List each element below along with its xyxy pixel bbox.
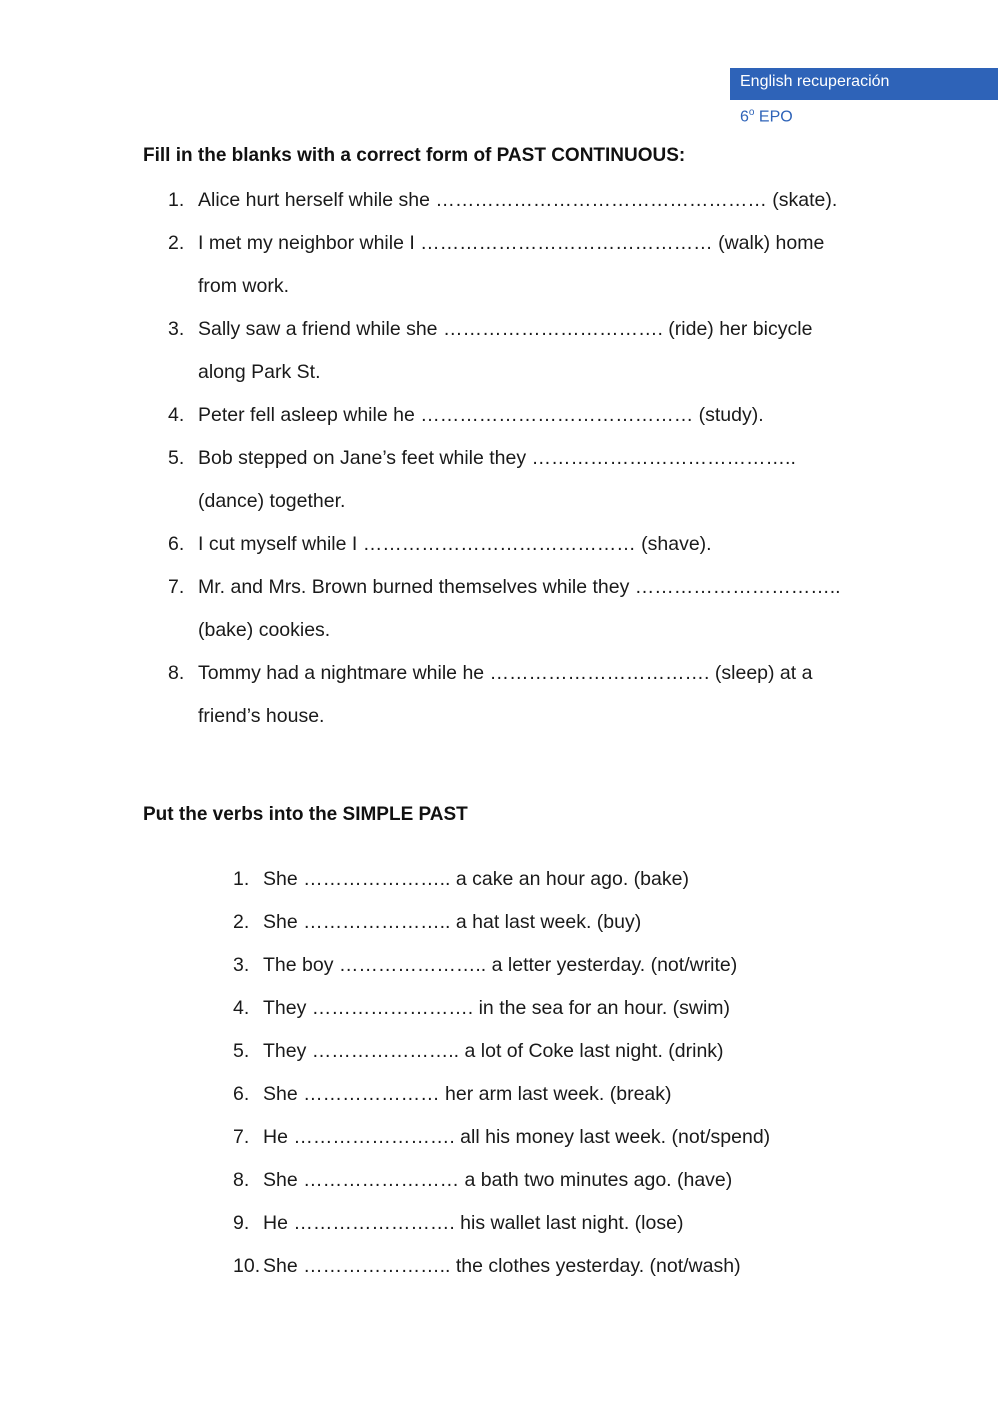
item-sentence: They ……………………. in the sea for an hour. (swim) (263, 997, 731, 1019)
item-number: 5. (168, 447, 185, 469)
exercise-item (168, 222, 848, 308)
exercise-item (233, 1116, 853, 1159)
item-number: 1. (233, 868, 250, 890)
item-sentence: I met my neighbor while I ……………………………………… (walk) home from work. (198, 232, 825, 297)
simple-past-exercise-list (233, 858, 853, 1288)
item-sentence: Tommy had a nightmare while he ……………………………. (sleep) at a friend’s house. (198, 662, 813, 727)
item-number: 3. (168, 318, 185, 340)
exercise-item (168, 566, 848, 652)
exercise-item (233, 1030, 853, 1073)
exercise-item (168, 523, 848, 566)
item-sentence: He ……………………. his wallet last night. (lose) (263, 1212, 684, 1234)
exercise-item (233, 901, 853, 944)
section-past-continuous-heading: Fill in the blanks with a correct form of PAST CONTINUOUS: (143, 145, 686, 166)
item-number: 9. (233, 1212, 250, 1234)
grade-level: EPO (754, 108, 793, 126)
item-sentence: Sally saw a friend while she ……………………………. (ride) her bicycle along Park St. (198, 318, 813, 383)
exercise-item (233, 944, 853, 987)
item-number: 3. (233, 954, 250, 976)
grade-number: 6 (740, 108, 749, 126)
item-number: 1. (168, 189, 185, 211)
grade-ordinal: o (748, 107, 755, 118)
item-number: 8. (168, 662, 185, 684)
item-number: 8. (233, 1169, 250, 1191)
item-sentence: The boy ………………….. a letter yesterday. (not/write) (263, 954, 738, 976)
item-sentence: She ………………….. a cake an hour ago. (bake) (263, 868, 689, 890)
item-number: 6. (233, 1083, 250, 1105)
past-continuous-exercise-list (168, 179, 848, 738)
section-simple-past-heading: Put the verbs into the SIMPLE PAST (143, 804, 468, 825)
exercise-item (168, 652, 848, 738)
exercise-item (233, 1202, 853, 1245)
item-number: 2. (233, 911, 250, 933)
item-number: 2. (168, 232, 185, 254)
item-number: 4. (168, 404, 185, 426)
exercise-item (233, 858, 853, 901)
exercise-item (168, 308, 848, 394)
item-number: 10. (233, 1255, 261, 1277)
item-number: 5. (233, 1040, 250, 1062)
exercise-item (168, 179, 848, 222)
exercise-item (233, 1159, 853, 1202)
item-number: 4. (233, 997, 250, 1019)
item-sentence: She ………………… her arm last week. (break) (263, 1083, 672, 1105)
item-sentence: Peter fell asleep while he …………………………………… (study). (198, 404, 764, 426)
item-number: 6. (168, 533, 185, 555)
item-sentence: Mr. and Mrs. Brown burned themselves while they ………………………….. (bake) cookies. (198, 576, 841, 641)
exercise-item (168, 394, 848, 437)
item-sentence: They ………………….. a lot of Coke last night. (drink) (263, 1040, 724, 1062)
exercise-item (233, 1073, 853, 1116)
item-sentence: I cut myself while I …………………………………… (shave). (198, 533, 712, 555)
exercise-item (233, 1245, 853, 1288)
item-number: 7. (233, 1126, 250, 1148)
exercise-item (233, 987, 853, 1030)
header-title: English recuperación (730, 68, 998, 100)
item-number: 7. (168, 576, 185, 598)
item-sentence: He ……………………. all his money last week. (not/spend) (263, 1126, 771, 1148)
grade-label (740, 107, 793, 126)
item-sentence: Bob stepped on Jane’s feet while they ………………………………….. (dance) together. (198, 447, 796, 512)
item-sentence: She ………………….. the clothes yesterday. (not/wash) (263, 1255, 741, 1277)
item-sentence: She …………………… a bath two minutes ago. (have) (263, 1169, 733, 1191)
exercise-item (168, 437, 848, 523)
item-sentence: Alice hurt herself while she …………………………………………… (skate). (198, 189, 838, 211)
item-sentence: She ………………….. a hat last week. (buy) (263, 911, 642, 933)
